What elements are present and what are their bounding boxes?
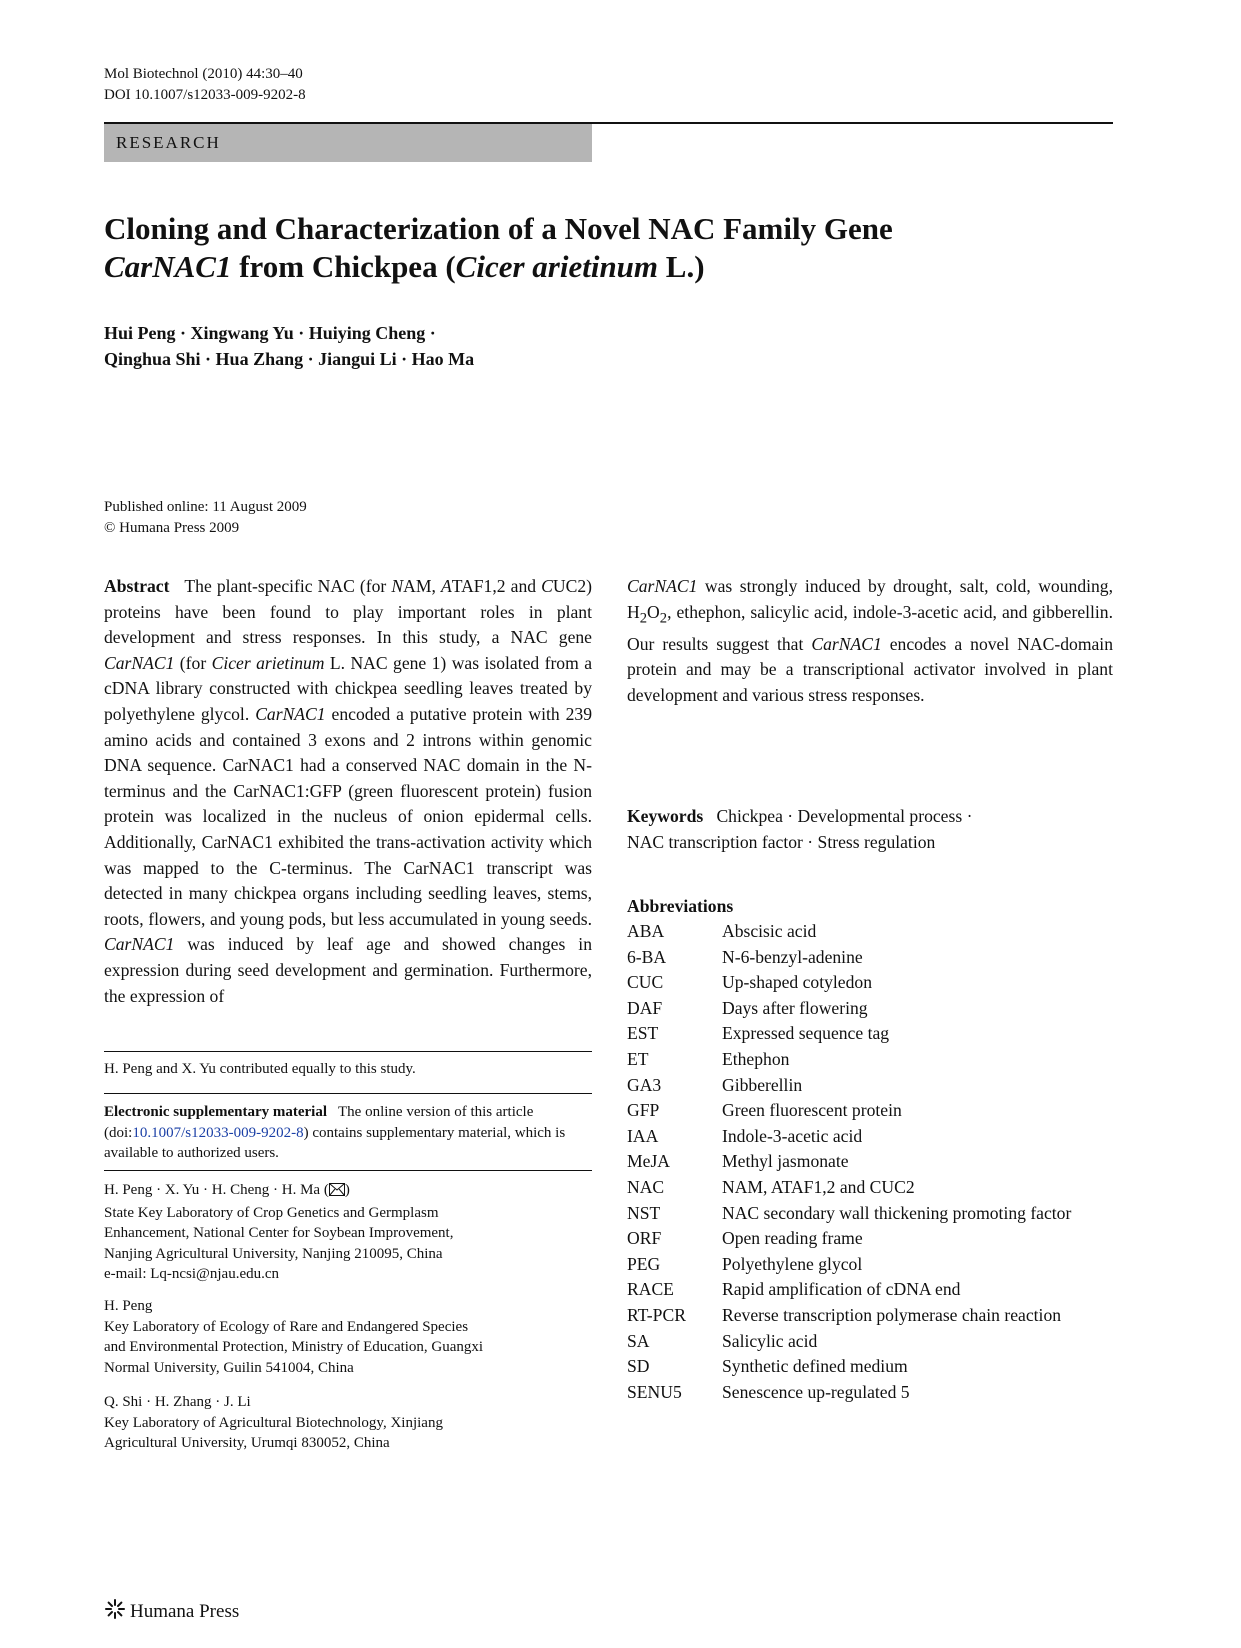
abbreviation-term: RT-PCR bbox=[627, 1304, 686, 1325]
abstract-text: UC2) proteins have been found to play important roles in plant development and stress responses. In this study, a NAC gene bbox=[104, 576, 592, 648]
abbreviation-definition: Expressed sequence tag bbox=[722, 1023, 890, 1044]
abbreviation-definition: NAC secondary wall thickening promoting factor bbox=[722, 1202, 1072, 1223]
esm-text: The online version of this article (doi: bbox=[104, 1104, 534, 1141]
abbreviation-row bbox=[627, 1252, 1092, 1278]
abstract-text: L. NAC gene 1) was isolated from a cDNA library constructed with chickpea seedling leaves treated by polyethylene glycol. bbox=[104, 652, 593, 724]
abbreviation-term: GFP bbox=[627, 1100, 660, 1121]
affiliation-line: Agricultural University, Urumqi 830052, China bbox=[104, 1435, 390, 1451]
affiliation-2 bbox=[104, 1296, 592, 1378]
publisher-name: Humana Press bbox=[130, 1601, 240, 1622]
abstract-text: encoded a putative protein with 239 amino acids and contained 3 exons and 2 introns within genomic DNA sequence. CarNAC1 had a conserved NAC domain in the N-terminus and the CarNAC1:GFP (green fluorescent protein) fusion protein was localized in the nucleus of onion epidermal cells. Additionally, CarNAC1 exhibited the trans-activation activity which was mapped to the C-terminus. The CarNAC1 transcript was detected in many chickpea organs including seedling leaves, stems, roots, flowers, and young pods, but less accumulated in young seeds. bbox=[104, 703, 592, 929]
abbreviation-row bbox=[627, 1021, 1092, 1047]
title-mid: from Chickpea ( bbox=[231, 249, 456, 284]
title-line-2 bbox=[104, 248, 1104, 286]
article-title bbox=[104, 210, 1104, 286]
affiliation-line: Nanjing Agricultural University, Nanjing 210095, China bbox=[104, 1245, 443, 1262]
abbreviation-row bbox=[627, 919, 1092, 945]
abbreviation-definition: Open reading frame bbox=[722, 1228, 863, 1249]
abstract-text: , ethephon, salicylic acid, indole-3-acetic acid, and gibberellin. Our results suggest that bbox=[627, 601, 1113, 654]
section-label: RESEARCH bbox=[104, 124, 592, 162]
abstract-text: The plant-specific NAC (for bbox=[184, 576, 392, 596]
abbreviation-definition: N-6-benzyl-adenine bbox=[722, 946, 863, 967]
esm-label: Electronic supplementary material bbox=[104, 1104, 328, 1120]
esm-doi-link[interactable]: 10.1007/s12033-009-9202-8 bbox=[132, 1124, 304, 1141]
abbreviation-definition: Synthetic defined medium bbox=[722, 1356, 908, 1377]
abbreviation-row bbox=[627, 970, 1092, 996]
gene-name: CarNAC1 bbox=[255, 703, 326, 724]
affiliation-line: Normal University, Guilin 541004, China bbox=[104, 1359, 354, 1376]
envelope-icon bbox=[329, 1182, 345, 1203]
footnote-rule bbox=[104, 1170, 592, 1171]
abbreviation-term: 6-BA bbox=[627, 946, 667, 967]
abstract-text: AM, bbox=[403, 576, 441, 596]
abstract-column-left bbox=[104, 574, 592, 1009]
gene-name: CarNAC1 bbox=[627, 576, 698, 596]
abbreviation-row bbox=[627, 1124, 1092, 1150]
abbreviation-definition: Gibberellin bbox=[722, 1074, 803, 1095]
abbreviation-term: MeJA bbox=[627, 1151, 671, 1172]
copyright: © Humana Press 2009 bbox=[104, 520, 240, 536]
publication-info bbox=[104, 497, 307, 539]
affiliation-line: and Environmental Protection, Ministry of Education, Guangxi bbox=[104, 1339, 484, 1355]
affiliation-line: State Key Laboratory of Crop Genetics and Germplasm bbox=[104, 1204, 439, 1221]
abbreviation-term: SA bbox=[627, 1330, 650, 1351]
abstract-text: was induced by leaf age and showed changes in expression during seed development and germination. Furthermore, the expression of bbox=[104, 934, 592, 1006]
journal-citation bbox=[104, 64, 306, 106]
abbreviation-term: CUC bbox=[627, 972, 664, 993]
abbreviation-row bbox=[627, 1303, 1092, 1329]
abbreviation-term: NAC bbox=[627, 1176, 665, 1197]
abbreviation-definition: Up-shaped cotyledon bbox=[722, 972, 872, 993]
equal-contribution-note: H. Peng and X. Yu contributed equally to this study. bbox=[104, 1061, 416, 1077]
abbreviation-row bbox=[627, 1354, 1092, 1380]
affiliation-3 bbox=[104, 1392, 592, 1454]
abbreviation-term: ORF bbox=[627, 1228, 662, 1249]
keywords-label: Keywords bbox=[627, 806, 704, 826]
subscript: 2 bbox=[659, 610, 668, 627]
abbreviation-definition: Green fluorescent protein bbox=[722, 1100, 902, 1121]
gene-name: CarNAC1 bbox=[811, 633, 882, 654]
abbreviation-term: SD bbox=[627, 1356, 650, 1377]
abbreviation-row bbox=[627, 1073, 1092, 1099]
species-name: Cicer arietinum bbox=[211, 652, 325, 673]
abbreviation-term: GA3 bbox=[627, 1074, 662, 1095]
abbreviations-heading: Abbreviations bbox=[627, 896, 734, 916]
abbreviation-row bbox=[627, 1226, 1092, 1252]
abstract-text: O bbox=[647, 601, 660, 622]
abstract-italic: A bbox=[440, 576, 452, 596]
abbreviation-term: DAF bbox=[627, 997, 663, 1018]
subscript: 2 bbox=[639, 610, 648, 627]
abbreviation-definition: Reverse transcription polymerase chain reaction bbox=[722, 1304, 1062, 1325]
title-gene: CarNAC1 bbox=[104, 249, 232, 284]
abbreviation-definition: Abscisic acid bbox=[722, 921, 817, 941]
author-list bbox=[104, 320, 474, 372]
contact-email: e-mail: Lq-ncsi@njau.edu.cn bbox=[104, 1266, 280, 1282]
abstract-continued bbox=[627, 576, 1113, 705]
abstract-text: encodes a novel NAC-domain protein and may be a transcriptional activator involved in plant development and various stress responses. bbox=[627, 633, 1113, 705]
published-online: Published online: 11 August 2009 bbox=[104, 499, 307, 515]
abbreviation-row bbox=[627, 996, 1092, 1022]
abbreviation-row bbox=[627, 1175, 1092, 1201]
affiliation-authors: H. Peng · X. Yu · H. Cheng · H. Ma ( bbox=[104, 1182, 329, 1198]
abbreviation-definition: Methyl jasmonate bbox=[722, 1151, 849, 1172]
affiliation-1 bbox=[104, 1180, 592, 1285]
affiliation-line: Key Laboratory of Agricultural Biotechnology, Xinjiang bbox=[104, 1414, 443, 1431]
title-line-1: Cloning and Characterization of a Novel NAC Family Gene bbox=[104, 211, 893, 246]
publisher-logo bbox=[104, 1598, 239, 1626]
abbreviation-row bbox=[627, 1201, 1092, 1227]
affiliation-line: Enhancement, National Center for Soybean Improvement, bbox=[104, 1225, 454, 1241]
abbreviation-definition: Senescence up-regulated 5 bbox=[722, 1381, 910, 1402]
affiliation-authors: H. Peng bbox=[104, 1298, 153, 1314]
abstract-text: TAF1,2 and bbox=[451, 576, 542, 596]
affiliation-authors-close: ) bbox=[344, 1182, 350, 1198]
keywords bbox=[627, 804, 1113, 855]
footnote-rule bbox=[104, 1093, 592, 1094]
abbreviation-term: SENU5 bbox=[627, 1381, 682, 1402]
abbreviation-definition: Ethephon bbox=[722, 1048, 790, 1069]
authors-line-1: Hui Peng · Xingwang Yu · Huiying Cheng · bbox=[104, 323, 436, 343]
abbreviation-term: ABA bbox=[627, 921, 665, 941]
doi: DOI 10.1007/s12033-009-9202-8 bbox=[104, 87, 306, 103]
abbreviation-definition: Rapid amplification of cDNA end bbox=[722, 1279, 961, 1300]
abbreviation-term: ET bbox=[627, 1048, 649, 1069]
title-species: Cicer arietinum bbox=[455, 249, 659, 284]
abstract-column-right bbox=[627, 574, 1113, 708]
gene-name: CarNAC1 bbox=[104, 934, 175, 955]
keywords-line-2: NAC transcription factor · Stress regulation bbox=[627, 831, 936, 852]
abbreviation-row bbox=[627, 945, 1092, 971]
abbreviation-definition: Salicylic acid bbox=[722, 1330, 818, 1351]
abbreviation-definition: NAM, ATAF1,2 and CUC2 bbox=[722, 1176, 915, 1197]
abstract-label: Abstract bbox=[104, 576, 170, 596]
abbreviation-row bbox=[627, 1329, 1092, 1355]
abbreviations-table bbox=[627, 919, 1092, 1405]
abbreviation-definition: Days after flowering bbox=[722, 997, 868, 1018]
abbreviation-row bbox=[627, 1098, 1092, 1124]
abbreviation-definition: Polyethylene glycol bbox=[722, 1253, 863, 1274]
abbreviation-term: RACE bbox=[627, 1279, 674, 1300]
abbreviation-term: PEG bbox=[627, 1253, 661, 1274]
affiliation-authors: Q. Shi · H. Zhang · J. Li bbox=[104, 1394, 251, 1410]
title-end: L.) bbox=[658, 249, 705, 284]
journal-reference: Mol Biotechnol (2010) 44:30–40 bbox=[104, 66, 303, 82]
abbreviation-term: EST bbox=[627, 1023, 659, 1044]
keywords-line-1: Chickpea · Developmental process · bbox=[716, 806, 973, 826]
footnote-rule bbox=[104, 1051, 592, 1052]
affiliation-line: Key Laboratory of Ecology of Rare and Endangered Species bbox=[104, 1318, 469, 1335]
abstract-italic: N bbox=[391, 576, 404, 596]
esm-note bbox=[104, 1102, 592, 1164]
abbreviation-row bbox=[627, 1277, 1092, 1303]
humana-press-logo-icon bbox=[104, 1598, 126, 1626]
abbreviation-row bbox=[627, 1047, 1092, 1073]
abstract-italic: C bbox=[541, 576, 553, 596]
abbreviation-term: NST bbox=[627, 1202, 661, 1223]
abbreviation-term: IAA bbox=[627, 1125, 659, 1146]
gene-name: CarNAC1 bbox=[104, 652, 175, 673]
abbreviation-row bbox=[627, 1380, 1092, 1406]
abbreviation-definition: Indole-3-acetic acid bbox=[722, 1125, 863, 1146]
esm-text: ) contains supplementary material, which is available to authorized users. bbox=[104, 1124, 566, 1161]
abstract-text: was strongly induced by drought, salt, cold, wounding, H bbox=[627, 576, 1113, 622]
authors-line-2: Qinghua Shi · Hua Zhang · Jiangui Li · Hao Ma bbox=[104, 349, 475, 369]
abstract-text: (for bbox=[174, 652, 212, 673]
abbreviation-row bbox=[627, 1149, 1092, 1175]
